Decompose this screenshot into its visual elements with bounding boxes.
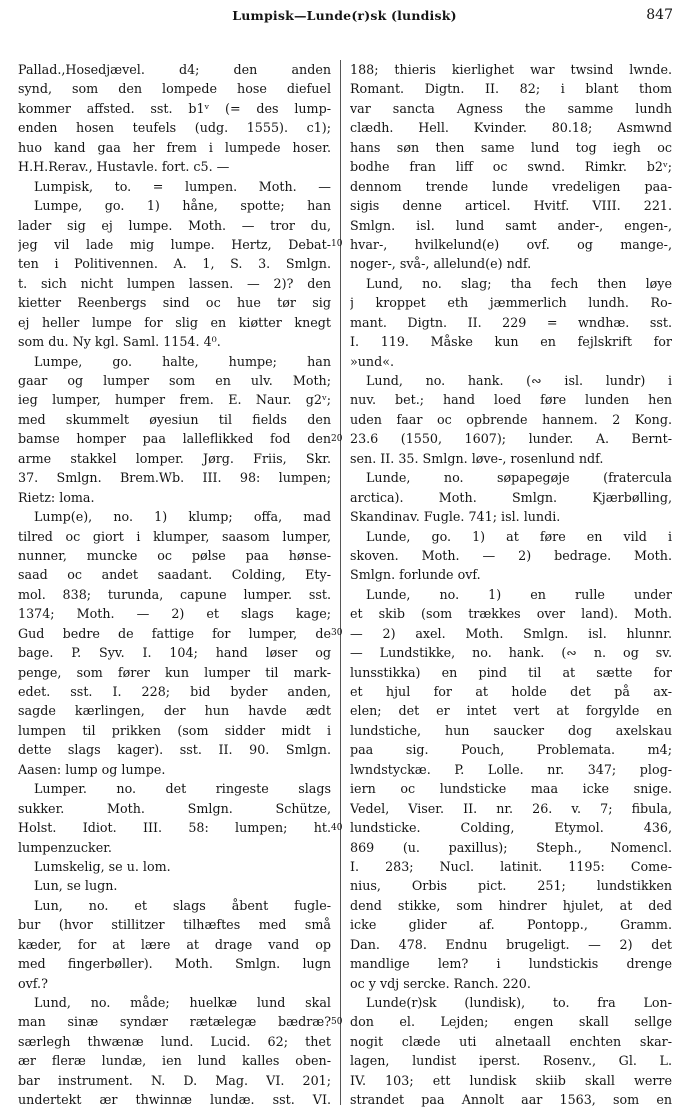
- text-line: undertekt ær thwinnæ lundæ. sst. VI.: [18, 1092, 331, 1108]
- text-line: ovf.?: [18, 975, 48, 991]
- text-line: enden hosen teufels (udg. 1555). c1);: [18, 120, 331, 136]
- text-line: Romant. Digtn. II. 82; i blant thom: [350, 81, 672, 97]
- text-line: Lunde, no. 1) en rulle under: [366, 586, 672, 602]
- text-line: Lun, no. et slags åbent fugle-: [34, 897, 331, 913]
- text-line: dend stikke, som hindrer hjulet, at ded: [350, 897, 672, 913]
- text-line: clædh. Hell. Kvinder. 80.18; Asmwnd: [350, 120, 672, 136]
- text-line: iern oc lundsticke maa icke snige.: [350, 781, 672, 797]
- text-line: skoven. Moth. — 2) bedrage. Moth.: [350, 547, 672, 563]
- text-line: mol. 838; turunda, capune lumper. sst.: [18, 586, 331, 602]
- line-number-marker: 10: [331, 239, 343, 250]
- text-line: penge, som fører kun lumper til mark-: [18, 664, 331, 680]
- text-line: man sinæ syndær rætælegæ bædræ?: [18, 1014, 331, 1030]
- text-line: bar instrument. N. D. Mag. VI. 201;: [18, 1072, 331, 1088]
- text-line: — 2) axel. Moth. Smlgn. isl. hlunnr.: [350, 625, 672, 641]
- text-line: 188; thieris kierlighet war twsind lwnde.: [350, 62, 672, 77]
- text-line: med skummelt øyesiun til fields den: [18, 411, 331, 427]
- text-line: Lunde, no. søpapegøje (fratercula: [366, 470, 672, 486]
- text-line: Lund, no. slag; tha fech then løye: [366, 275, 672, 291]
- text-line: var sancta Agness the samme lundh: [350, 100, 672, 116]
- text-line: Vedel, Viser. II. nr. 26. v. 7; fibula,: [350, 800, 672, 816]
- text-line: ten i Politivennen. A. 1, S. 3. Smlgn.: [18, 256, 331, 272]
- text-line: kietter Reenbergs sind oc hue tør sig: [18, 295, 331, 311]
- text-line: et hjul for at holde det på ax-: [350, 684, 672, 699]
- text-line: lundsticke. Colding, Etymol. 436,: [350, 820, 672, 836]
- text-line: bamse homper paa lalleflikked fod den: [18, 431, 331, 447]
- text-line: dennom trende lunde vredeligen paa-: [350, 178, 672, 194]
- text-line: Lund, no. måde; huelkæ lund skal: [34, 995, 331, 1010]
- text-line: Gud bedre de fattige for lumper, de: [18, 625, 331, 641]
- text-line: Smlgn. isl. lund samt ander-, engen-,: [350, 217, 672, 233]
- text-line: synd, som den lompede hose diefuel: [18, 81, 331, 97]
- text-line: kommer affsted. sst. b1ᵛ (= des lump-: [18, 100, 331, 116]
- text-line: Lund, no. hank. (∾ isl. lundr) i: [366, 373, 672, 388]
- page-number: 847: [646, 7, 673, 23]
- text-line: t. sich nicht lumpen lassen. — 2)? den: [18, 275, 331, 291]
- text-line: 37. Smlgn. Brem.Wb. III. 98: lumpen;: [18, 470, 331, 486]
- text-line: Lumper. no. det ringeste slags: [34, 781, 331, 797]
- text-line: lwndstyckæ. P. Lolle. nr. 347; plog-: [350, 761, 672, 777]
- text-line: strandet paa Annolt aar 1563, som en: [350, 1092, 672, 1108]
- text-line: mant. Digtn. II. 229 = wndhæ. sst.: [350, 314, 672, 330]
- right-column: [350, 60, 672, 1108]
- text-line: Smlgn. forlunde ovf.: [350, 567, 481, 583]
- text-line: 1374; Moth. — 2) et slags kage;: [18, 606, 331, 622]
- text-line: kæder, for at lære at drage vand op: [18, 936, 331, 952]
- text-line: gaar og lumper som en ulv. Moth;: [18, 373, 331, 388]
- text-line: nunner, muncke oc pølse paa hønse-: [18, 547, 331, 563]
- text-line: jeg vil lade mig lumpe. Hertz, Debat-: [18, 236, 331, 252]
- text-line: edet. sst. I. 228; bid byder anden,: [18, 684, 331, 699]
- text-line: nius, Orbis pict. 251; lundstikken: [350, 878, 672, 894]
- text-line: lunsstikka) en pind til at sætte for: [350, 664, 672, 680]
- text-line: Lumpisk, to. = lumpen. Moth. —: [34, 178, 331, 194]
- text-line: nuv. bet.; hand loed føre lunden hen: [350, 392, 672, 408]
- text-line: som du. Ny kgl. Saml. 1154. 4⁰.: [18, 334, 221, 350]
- text-line: hvar-, hvilkelund(e) ovf. og mange-,: [350, 236, 672, 252]
- text-line: paa sig. Pouch, Problemata. m4;: [350, 742, 672, 758]
- text-line: Dan. 478. Endnu brugeligt. — 2) det: [350, 936, 672, 952]
- text-line: bodhe fran liff oc swnd. Rimkr. b2ᵛ;: [350, 159, 672, 175]
- page-header: [0, 4, 689, 30]
- text-line: — Lundstikke, no. hank. (∾ n. og sv.: [350, 645, 672, 661]
- text-line: arctica). Moth. Smlgn. Kjærbølling,: [350, 489, 672, 505]
- text-line: lumpenzucker.: [18, 839, 112, 855]
- text-line: Lump(e), no. 1) klump; offa, mad: [34, 509, 331, 525]
- text-line: lader sig ej lumpe. Moth. — tror du,: [18, 217, 331, 233]
- text-line: arme stakkel lomper. Jørg. Friis, Skr.: [18, 450, 331, 466]
- text-line: Lunde, go. 1) at føre en vild i: [366, 528, 672, 544]
- text-line: huo kand gaa her frem i lumpede hoser.: [18, 139, 331, 155]
- text-line: 869 (u. paxillus); Steph., Nomencl.: [350, 839, 672, 855]
- text-line: Lumpe, go. halte, humpe; han: [34, 353, 331, 369]
- text-line: H.H.Rerav., Hustavle. fort. c5. —: [18, 159, 230, 175]
- text-line: hans søn then same lund tog iegh oc: [350, 139, 672, 155]
- text-line: I. 119. Måske kun en fejlskrift for: [350, 334, 672, 350]
- text-line: Lumskelig, se u. lom.: [34, 858, 171, 874]
- text-line: j kroppet eth jæmmerlich lundh. Ro-: [350, 295, 672, 311]
- text-line: oc y vdj sercke. Ranch. 220.: [350, 975, 531, 991]
- text-line: Lumpe, go. 1) håne, spotte; han: [34, 198, 331, 214]
- text-line: IV. 103; ett lundisk skiib skall werre: [350, 1072, 672, 1088]
- line-number-marker: 40: [331, 822, 343, 833]
- text-line: tilred oc giort i klumper, saasom lumper,: [18, 528, 331, 544]
- running-title: Lumpisk—Lunde(r)sk (lundisk): [232, 8, 457, 23]
- text-line: dette slags kager). sst. II. 90. Smlgn.: [18, 742, 331, 758]
- text-line: Skandinav. Fugle. 741; isl. lundi.: [350, 509, 561, 525]
- text-line: et skib (som trækkes over land). Moth.: [350, 606, 672, 622]
- column-divider: [340, 60, 341, 1105]
- text-line: Aasen: lump og lumpe.: [18, 761, 166, 777]
- line-number-marker: 30: [331, 628, 343, 639]
- text-line: bur (hvor stillitzer tilhæftes med små: [18, 917, 331, 933]
- text-line: Lunde(r)sk (lundisk), to. fra Lon-: [366, 995, 672, 1010]
- text-line: sukker. Moth. Smlgn. Schütze,: [18, 800, 331, 816]
- line-number-marker: 50: [331, 1017, 343, 1028]
- text-line: saad oc andet saadant. Colding, Ety-: [18, 567, 331, 583]
- line-number-marker: 20: [331, 433, 343, 444]
- text-line: mandlige lem? i lundstickis drenge: [350, 956, 672, 972]
- text-line: med fingerbøller). Moth. Smlgn. lugn: [18, 956, 331, 972]
- text-line: ieg lumper, humper frem. E. Naur. g2ᵛ;: [18, 392, 331, 408]
- text-line: bage. P. Syv. I. 104; hand løser og: [18, 645, 331, 661]
- text-line: lumpen til prikken (som sidder midt i: [18, 722, 331, 738]
- text-line: don el. Lejden; engen skall sellge: [350, 1014, 672, 1030]
- text-line: sen. II. 35. Smlgn. løve-, rosenlund ndf.: [350, 450, 604, 466]
- left-column: [18, 60, 331, 1108]
- text-line: Holst. Idiot. III. 58: lumpen; ht.: [18, 820, 331, 836]
- text-line: nogit clæde uti alnetaall enchten skar-: [350, 1033, 672, 1049]
- text-line: noger-, svå-, allelund(e) ndf.: [350, 256, 532, 272]
- text-line: icke glider af. Pontopp., Gramm.: [350, 917, 672, 933]
- text-line: sagde kærlingen, der hun havde ædt: [18, 703, 331, 719]
- text-line: lagen, lundist iperst. Rosenv., Gl. L.: [350, 1053, 672, 1069]
- text-line: lundstiche, hun saucker dog axelskau: [350, 722, 672, 738]
- text-line: elen; det er intet vert at forgylde en: [350, 703, 672, 719]
- text-line: sigis denne articel. Hvitf. VIII. 221.: [350, 198, 672, 214]
- text-line: Lun, se lugn.: [34, 878, 118, 894]
- text-line: 23.6 (1550, 1607); lunder. A. Bernt-: [350, 431, 672, 447]
- text-line: Rietz: loma.: [18, 489, 95, 505]
- text-line: uden faar oc opbrende hannem. 2 Kong.: [350, 411, 672, 427]
- text-line: »und«.: [350, 353, 395, 369]
- text-line: I. 283; Nucl. latinit. 1195: Come-: [350, 858, 672, 874]
- text-line: Pallad.,Hosedjævel. d4; den anden: [18, 62, 331, 77]
- text-line: særlegh thwænæ lund. Lucid. 62; thet: [18, 1033, 331, 1049]
- text-line: ej heller lumpe for slig en kiøtter knegt: [18, 314, 331, 330]
- text-line: ær fleræ lundæ, ien lund kalles oben-: [18, 1053, 331, 1069]
